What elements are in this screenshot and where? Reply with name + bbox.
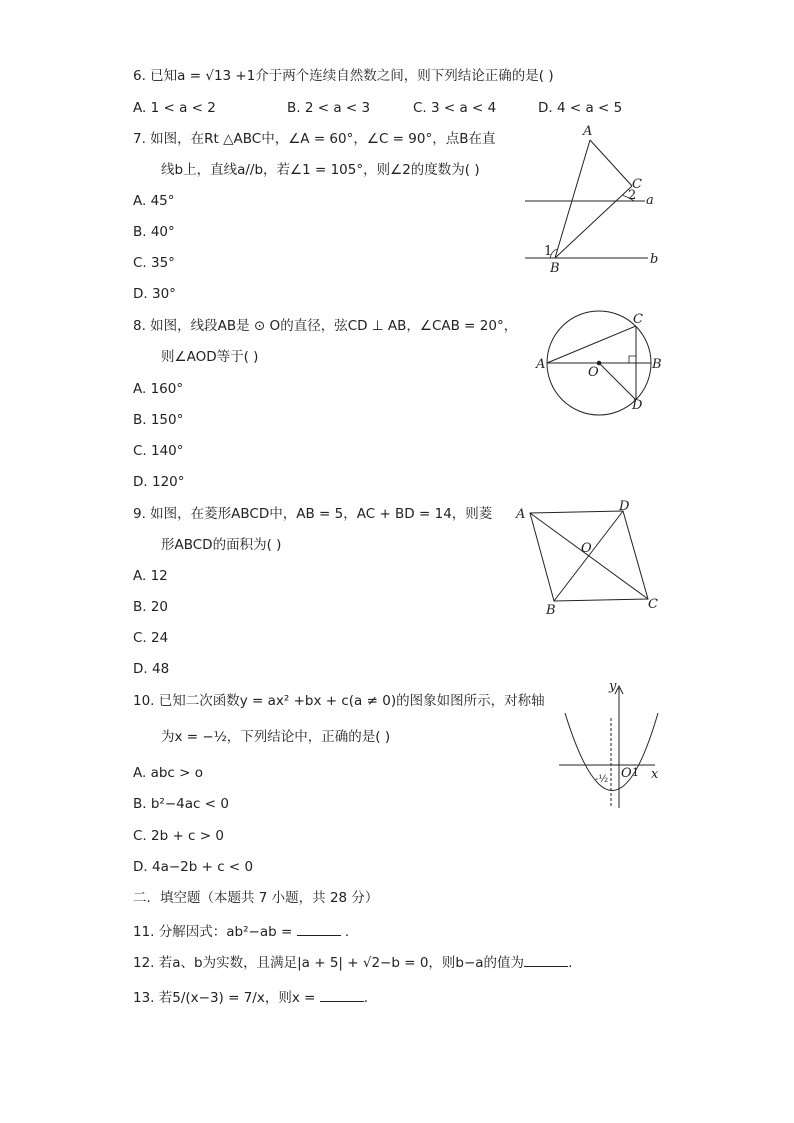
q10-option-d: D. 4a−2b + c < 0 (133, 859, 254, 875)
q8-option-d: D. 120° (133, 474, 185, 490)
q7-option-b: B. 40° (133, 224, 175, 240)
q8-label-C: C (633, 312, 643, 327)
q10-label-neg-half: -½ (595, 774, 609, 785)
q8-option-b: B. 150° (133, 412, 184, 428)
q11-line (133, 921, 349, 941)
q10-stem-line1: 10. 已知二次函数y = ax² +bx + c(a ≠ 0)的图象如图所示，对称轴 (133, 693, 545, 709)
q10-option-b: B. b²−4ac < 0 (133, 796, 229, 812)
q6-stem: 6. 已知a = √13 +1介于两个连续自然数之间，则下列结论正确的是( ) (133, 68, 554, 84)
q9-option-b: B. 20 (133, 599, 169, 615)
q10-label-1: 1 (632, 766, 639, 779)
q9-figure (510, 496, 665, 618)
q8-option-a: A. 160° (133, 381, 184, 397)
q6-option-a: A. 1 < a < 2 (133, 100, 216, 116)
q9-label-C: C (648, 597, 658, 612)
q7-label-C: C (632, 177, 642, 192)
q9-option-a: A. 12 (133, 568, 168, 584)
q10-option-c: C. 2b + c > 0 (133, 828, 224, 844)
q9-option-d: D. 48 (133, 661, 170, 677)
q8-label-A: A (536, 357, 546, 372)
q6-option-d: D. 4 < a < 5 (538, 100, 623, 116)
q7-label-A: A (583, 124, 593, 139)
q10-label-x: x (651, 767, 659, 782)
q13-text: 13. 若5/(x−3) = 7/x，则x = (133, 990, 316, 1006)
q10-figure (555, 678, 665, 812)
q7-stem-line2: 线b上，直线a//b，若∠1 = 105°，则∠2的度数为( ) (161, 162, 480, 178)
q9-option-c: C. 24 (133, 630, 169, 646)
q9-label-B: B (546, 603, 556, 618)
q10-stem-line2: 为x = −½，下列结论中，正确的是( ) (161, 729, 391, 745)
q13-answer-blank[interactable] (320, 987, 364, 1002)
q8-figure (532, 302, 667, 420)
q12-line (133, 952, 572, 972)
q11-tail: . (340, 924, 350, 940)
q7-option-d: D. 30° (133, 286, 176, 302)
q7-label-line-b: b (650, 252, 659, 267)
q7-figure (520, 118, 670, 278)
q12-answer-blank[interactable] (524, 952, 568, 967)
q12-tail: . (568, 955, 573, 971)
q6-option-c: C. 3 < a < 4 (413, 100, 497, 116)
q8-stem-line1: 8. 如图，线段AB是 ⊙ O的直径，弦CD ⊥ AB，∠CAB = 20°， (133, 318, 518, 334)
q12-text: 12. 若a、b为实数，且满足|a + 5| + √2−b = 0，则b−a的值为 (133, 955, 525, 971)
q7-label-angle2: 2 (628, 188, 637, 203)
q8-label-D: D (632, 398, 643, 413)
q7-label-angle1: 1 (544, 244, 553, 259)
q9-stem-line2: 形ABCD的面积为( ) (161, 537, 282, 553)
q11-text: 11. 分解因式：ab²−ab = (133, 924, 293, 940)
q10-option-a: A. abc > o (133, 765, 203, 781)
q6-option-b: B. 2 < a < 3 (287, 100, 371, 116)
q7-label-line-a: a (646, 193, 654, 208)
q9-stem-line1: 9. 如图，在菱形ABCD中，AB = 5，AC + BD = 14，则菱 (133, 506, 493, 522)
q7-stem-line1: 7. 如图，在Rt △ABC中，∠A = 60°，∠C = 90°，点B在直 (133, 131, 496, 147)
q7-option-c: C. 35° (133, 255, 175, 271)
q8-stem-line2: 则∠AOD等于( ) (161, 349, 259, 365)
q8-label-O: O (588, 365, 599, 380)
q10-label-y: y (609, 679, 617, 694)
q11-answer-blank[interactable] (297, 921, 341, 936)
q9-label-D: D (619, 499, 630, 514)
q9-label-O: O (581, 541, 592, 556)
q8-option-c: C. 140° (133, 443, 184, 459)
q9-label-A: A (516, 507, 526, 522)
q7-label-B: B (550, 261, 560, 276)
q8-label-B: B (652, 357, 662, 372)
section-fill-in-heading: 二．填空题（本题共 7 小题，共 28 分） (133, 890, 379, 906)
q7-option-a: A. 45° (133, 193, 175, 209)
q13-line (133, 987, 368, 1007)
q13-tail: . (363, 990, 369, 1006)
q10-label-O: O (621, 766, 632, 781)
